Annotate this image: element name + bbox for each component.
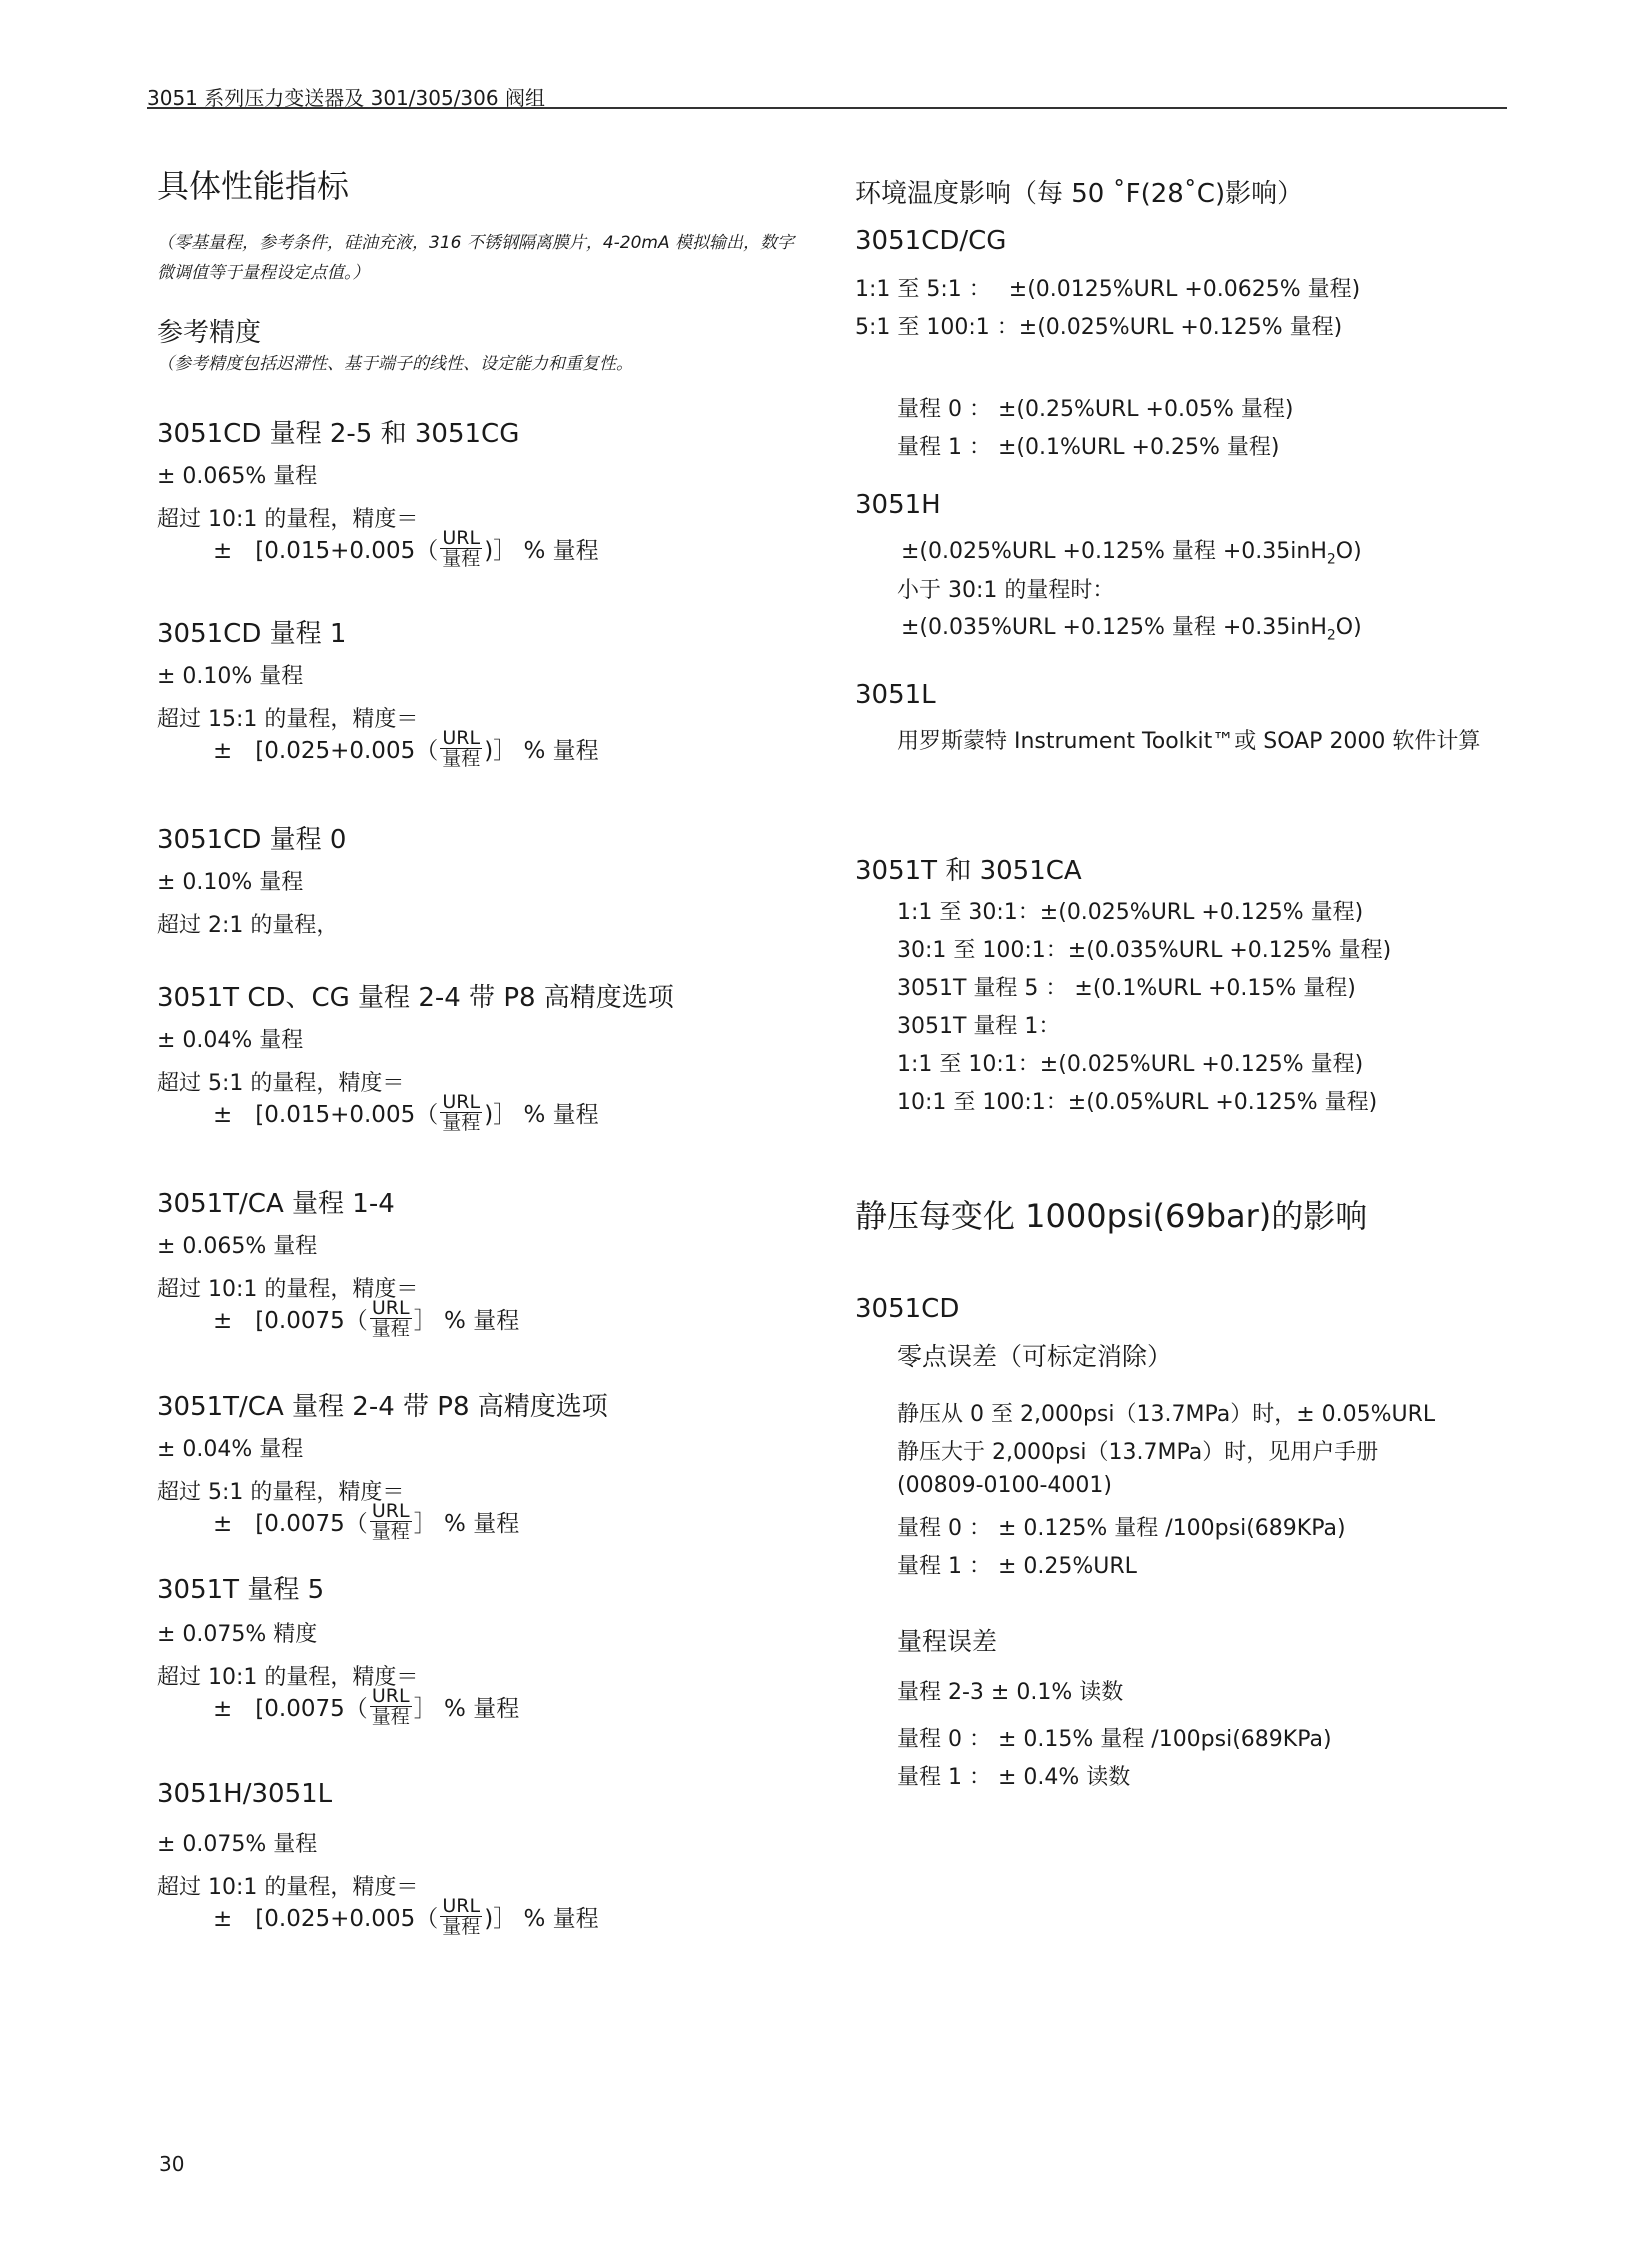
url-fraction bbox=[440, 528, 482, 569]
fraction-numerator: URL bbox=[371, 1297, 410, 1319]
formula-prefix: ± [0.025+0.005（ bbox=[213, 1906, 439, 1932]
spec-title: 3051T 量程 5 bbox=[157, 1575, 325, 1605]
spec-title: 3051H/3051L bbox=[157, 1779, 333, 1809]
spec-line: 量程 2-3 ± 0.1% 读数 bbox=[897, 1680, 1124, 1705]
formula-prefix: ± [0.0075（ bbox=[213, 1308, 368, 1334]
spec-line: 超过 10:1 的量程，精度＝ bbox=[157, 1665, 419, 1690]
formula-prefix: ± [0.0075（ bbox=[213, 1511, 368, 1537]
fraction-denominator: 量程 bbox=[442, 748, 481, 770]
formula-suffix: ］ % 量程 bbox=[413, 1308, 520, 1334]
page-number: 30 bbox=[159, 2152, 185, 2176]
span-error-title: 量程误差 bbox=[897, 1627, 998, 1656]
spec-line: 10:1 至 100:1：±(0.05%URL +0.125% 量程) bbox=[897, 1090, 1378, 1115]
spec-line: 小于 30:1 的量程时： bbox=[897, 578, 1115, 603]
spec-line: 超过 10:1 的量程，精度＝ bbox=[157, 1875, 419, 1900]
spec-line: 5:1 至 100:1 ：±(0.025%URL +0.125% 量程) bbox=[855, 315, 1343, 340]
zero-error-title: 零点误差（可标定消除） bbox=[897, 1342, 1173, 1371]
accuracy-formula bbox=[213, 1501, 519, 1542]
spec-line: ± 0.04% 量程 bbox=[157, 1437, 304, 1462]
formula-prefix: ± [0.025+0.005（ bbox=[213, 738, 439, 764]
spec-line: 3051T 量程 1： bbox=[897, 1014, 1061, 1039]
reference-accuracy-note: （参考精度包括迟滞性、基于端子的线性、设定能力和重复性。 bbox=[157, 354, 633, 374]
url-fraction bbox=[440, 1896, 482, 1937]
spec-line: ± 0.075% 量程 bbox=[157, 1832, 318, 1857]
spec-line: ± 0.10% 量程 bbox=[157, 664, 304, 689]
spec-line bbox=[901, 534, 1362, 567]
model-title-3051cd: 3051CD bbox=[855, 1294, 960, 1324]
formula-suffix: )］ % 量程 bbox=[484, 538, 599, 564]
fraction-denominator: 量程 bbox=[371, 1318, 410, 1340]
spec-line: 超过 5:1 的量程，精度＝ bbox=[157, 1071, 405, 1096]
fraction-denominator: 量程 bbox=[442, 1112, 481, 1134]
spec-line: 量程 0 ： ± 0.125% 量程 /100psi(689KPa) bbox=[897, 1516, 1346, 1541]
spec-line: 量程 1 ： ± 0.4% 读数 bbox=[897, 1765, 1131, 1790]
formula-prefix: ± [0.0075（ bbox=[213, 1696, 368, 1722]
spec-line: 超过 10:1 的量程，精度＝ bbox=[157, 1277, 419, 1302]
fraction-numerator: URL bbox=[442, 727, 481, 749]
spec-title: 3051CD 量程 2-5 和 3051CG bbox=[157, 419, 520, 449]
model-title-3051h: 3051H bbox=[855, 490, 941, 520]
subscript: 2 bbox=[1326, 627, 1336, 644]
accuracy-formula bbox=[213, 1686, 519, 1727]
spec-line: 量程 1 ： ± 0.25%URL bbox=[897, 1554, 1137, 1579]
spec-line: 超过 15:1 的量程，精度＝ bbox=[157, 707, 419, 732]
formula-prefix: ± [0.015+0.005（ bbox=[213, 1102, 439, 1128]
accuracy-formula bbox=[213, 1896, 599, 1937]
url-fraction bbox=[370, 1298, 412, 1339]
formula-prefix: ± [0.015+0.005（ bbox=[213, 538, 439, 564]
spec-line: 超过 10:1 的量程，精度＝ bbox=[157, 507, 419, 532]
url-fraction bbox=[370, 1501, 412, 1542]
static-pressure-title: 静压每变化 1000psi(69bar)的影响 bbox=[855, 1197, 1368, 1235]
spec-line: 3051T 量程 5 ： ±(0.1%URL +0.15% 量程) bbox=[897, 976, 1356, 1001]
spec-line: ± 0.065% 量程 bbox=[157, 1234, 318, 1259]
spec-title: 3051T/CA 量程 1-4 bbox=[157, 1189, 395, 1219]
spec-title: 3051CD 量程 1 bbox=[157, 619, 347, 649]
spec-line: ± 0.04% 量程 bbox=[157, 1028, 304, 1053]
spec-line: ± 0.075% 精度 bbox=[157, 1622, 318, 1647]
url-fraction bbox=[370, 1686, 412, 1727]
spec-line: 超过 5:1 的量程，精度＝ bbox=[157, 1480, 405, 1505]
fraction-denominator: 量程 bbox=[371, 1706, 410, 1728]
spec-paragraph: 用罗斯蒙特 Instrument Toolkit™或 SOAP 2000 软件计算 bbox=[897, 729, 1481, 754]
reference-accuracy-title: 参考精度 bbox=[157, 318, 262, 348]
model-title-3051l: 3051L bbox=[855, 680, 936, 710]
fraction-denominator: 量程 bbox=[442, 548, 481, 570]
spec-title: 3051CD 量程 0 bbox=[157, 825, 347, 855]
spec-text: O) bbox=[1335, 615, 1362, 640]
formula-suffix: ］ % 量程 bbox=[413, 1696, 520, 1722]
url-fraction bbox=[440, 1092, 482, 1133]
spec-line: 超过 2:1 的量程， bbox=[157, 913, 339, 938]
accuracy-formula bbox=[213, 528, 599, 569]
accuracy-formula bbox=[213, 1298, 519, 1339]
fraction-numerator: URL bbox=[371, 1685, 410, 1707]
spec-title: 3051T/CA 量程 2-4 带 P8 高精度选项 bbox=[157, 1392, 608, 1422]
formula-suffix: ］ % 量程 bbox=[413, 1511, 520, 1537]
fraction-numerator: URL bbox=[442, 527, 481, 549]
formula-suffix: )］ % 量程 bbox=[484, 1906, 599, 1932]
accuracy-formula bbox=[213, 1092, 599, 1133]
model-title-3051t-ca: 3051T 和 3051CA bbox=[855, 856, 1082, 886]
spec-line: 量程 1 ： ±(0.1%URL +0.25% 量程) bbox=[897, 435, 1280, 460]
formula-suffix: )］ % 量程 bbox=[484, 1102, 599, 1128]
header-rule bbox=[147, 107, 1507, 109]
fraction-denominator: 量程 bbox=[371, 1521, 410, 1543]
spec-line: 1:1 至 10:1：±(0.025%URL +0.125% 量程) bbox=[897, 1052, 1364, 1077]
spec-line: 1:1 至 5:1 ： ±(0.0125%URL +0.0625% 量程) bbox=[855, 277, 1361, 302]
spec-title: 3051T CD、CG 量程 2-4 带 P8 高精度选项 bbox=[157, 983, 674, 1013]
spec-line: 静压从 0 至 2,000psi（13.7MPa）时，± 0.05%URL bbox=[897, 1402, 1436, 1427]
fraction-denominator: 量程 bbox=[442, 1916, 481, 1938]
spec-line bbox=[901, 610, 1362, 643]
spec-text: ±(0.025%URL +0.125% 量程 +0.35inH bbox=[901, 539, 1327, 564]
spec-line: 30:1 至 100:1：±(0.035%URL +0.125% 量程) bbox=[897, 938, 1392, 963]
spec-text: ±(0.035%URL +0.125% 量程 +0.35inH bbox=[901, 615, 1327, 640]
section-note: （零基量程，参考条件，硅油充液，316 不锈钢隔离膜片，4-20mA 模拟输出，数字微调值等于量程设定点值。） bbox=[157, 233, 795, 283]
spec-line: 1:1 至 30:1：±(0.025%URL +0.125% 量程) bbox=[897, 900, 1364, 925]
ambient-temperature-title: 环境温度影响（每 50 ˚F(28˚C)影响） bbox=[855, 179, 1304, 209]
fraction-numerator: URL bbox=[371, 1500, 410, 1522]
section-title: 具体性能指标 bbox=[157, 167, 350, 205]
subscript: 2 bbox=[1326, 551, 1336, 568]
fraction-numerator: URL bbox=[442, 1895, 481, 1917]
url-fraction bbox=[440, 728, 482, 769]
spec-line: 量程 0 ： ±(0.25%URL +0.05% 量程) bbox=[897, 397, 1294, 422]
spec-line: 静压大于 2,000psi（13.7MPa）时，见用户手册 bbox=[897, 1440, 1379, 1465]
accuracy-formula bbox=[213, 728, 599, 769]
page-header-title: 3051 系列压力变送器及 301/305/306 阀组 bbox=[147, 86, 545, 110]
spec-line: ± 0.065% 量程 bbox=[157, 464, 318, 489]
spec-line: ± 0.10% 量程 bbox=[157, 870, 304, 895]
spec-line: 量程 0 ： ± 0.15% 量程 /100psi(689KPa) bbox=[897, 1727, 1332, 1752]
spec-text: O) bbox=[1335, 539, 1362, 564]
spec-line: (00809-0100-4001) bbox=[897, 1473, 1113, 1498]
fraction-numerator: URL bbox=[442, 1091, 481, 1113]
model-title-cdcg: 3051CD/CG bbox=[855, 226, 1007, 256]
formula-suffix: )］ % 量程 bbox=[484, 738, 599, 764]
